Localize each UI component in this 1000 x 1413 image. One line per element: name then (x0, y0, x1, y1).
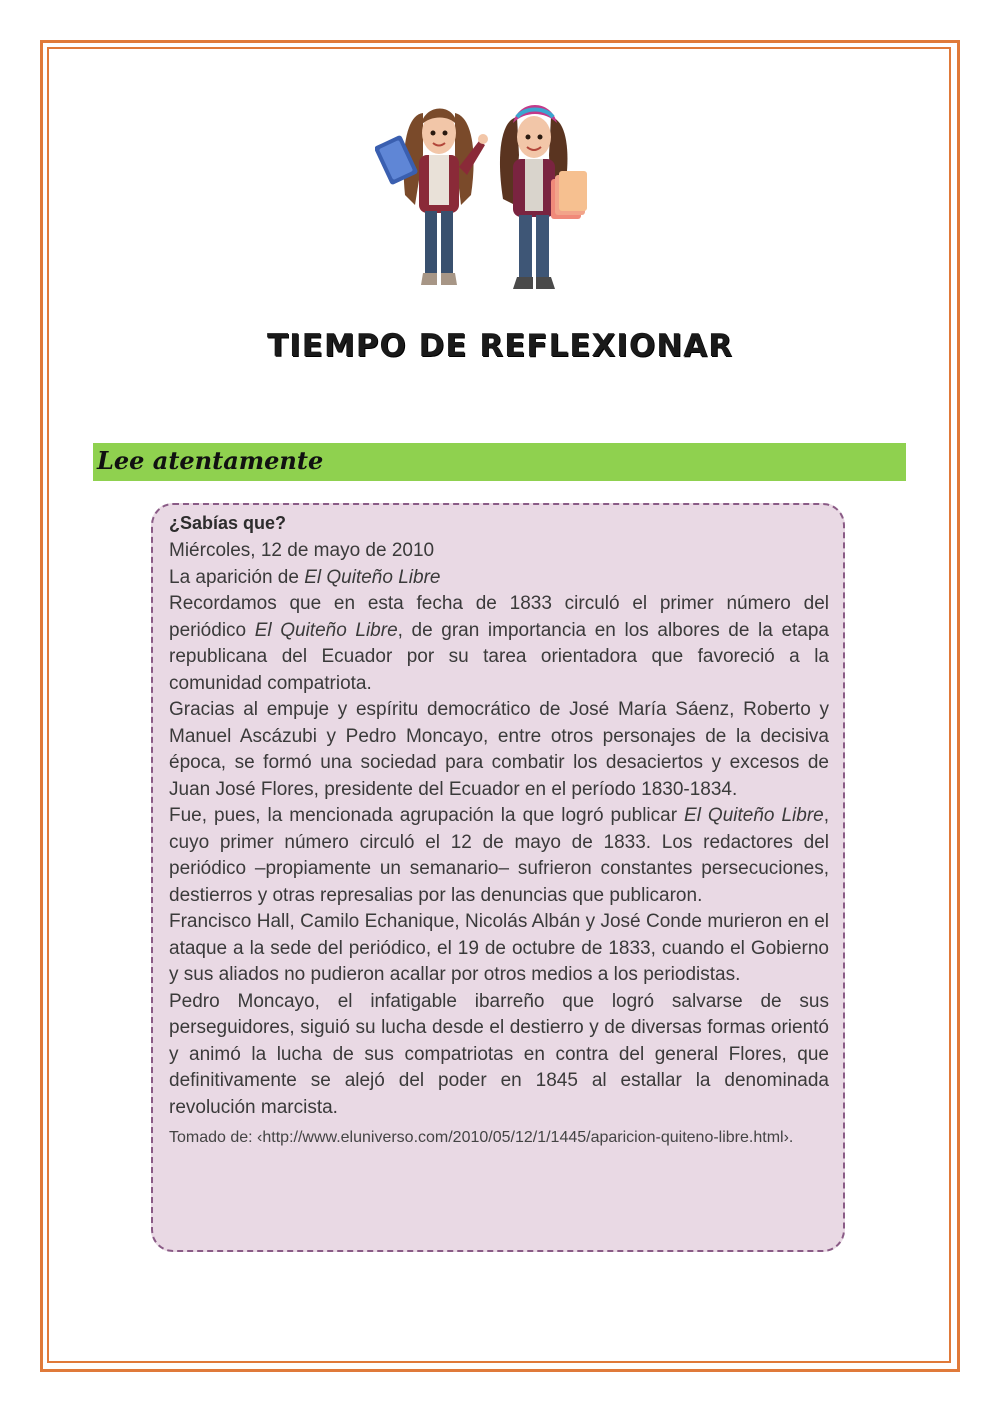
paragraph-3 (169, 803, 829, 909)
girl-right-figure (500, 105, 587, 289)
article-subtitle-newspaper: El Quiteño Libre (304, 566, 441, 588)
page-title: TIEMPO DE REFLEXIONAR (266, 328, 734, 364)
paragraph-1 (169, 591, 829, 697)
paragraph-3-part-a: Fue, pues, la mencionada agrupación la que logró publicar (169, 805, 685, 826)
paragraph-1-newspaper: El Quiteño Libre (254, 619, 398, 641)
box-heading: ¿Sabías que? (169, 513, 287, 533)
article-date: Miércoles, 12 de mayo de 2010 (169, 540, 435, 561)
paragraph-2: Gracias al empuje y espíritu democrático de José María Sáenz, Roberto y Manuel Ascázubi y Pedro Moncayo, entre otros personajes de la decisiva época, se formó una sociedad para combatir los desaciertos y excesos de Juan José Flores, presidente del Ecuador en el período 1830-1834. (169, 699, 829, 800)
article-subtitle-prefix: La aparición de (169, 566, 305, 588)
paragraph-5: Pedro Moncayo, el infatigable ibarreño que logró salvarse de sus perseguidores, siguió su lucha desde el destierro y de diversas formas orientó y animó la lucha de sus compatriotas en contra del general Flores, que definitivamente se alejó del poder en 1845 al estallar la denominada revolución marcista. (169, 990, 829, 1118)
two-girls-with-books-illustration (375, 95, 605, 310)
paragraph-1-part-a: Recordamos que en esta fecha de 1833 circuló el primer número del periódico (169, 593, 829, 641)
paragraph-4: Francisco Hall, Camilo Echanique, Nicolás Albán y José Conde murieron en el ataque a la sede del periódico, el 19 de octubre de 1833, cuando el Gobierno y sus aliados no pudieron acallar por otros medios a los periodistas. (169, 911, 829, 985)
paragraph-3-newspaper: El Quiteño Libre (684, 805, 824, 826)
section-header-bar (93, 443, 906, 481)
paragraph-1-part-b: , de gran importancia en los albores de la etapa republicana del Ecuador por su tarea orientadora que favoreció a la comunidad compatriota. (169, 619, 829, 694)
source-citation: Tomado de: ‹http://www.eluniverso.com/2010/05/12/1/1445/aparicion-quiteno-libre.html›. (169, 1129, 794, 1146)
section-header-label: Lee atentamente (97, 446, 324, 475)
info-box (151, 503, 845, 1252)
girl-left-figure (375, 109, 488, 286)
paragraph-3-part-b: , cuyo primer número circuló el 12 de mayo de 1833. Los redactores del periódico –propiamente un semanario– sufrieron constantes persecuciones, destierros y otras represalias por las denuncias que publicaron. (169, 805, 830, 906)
article-subtitle (169, 565, 829, 592)
